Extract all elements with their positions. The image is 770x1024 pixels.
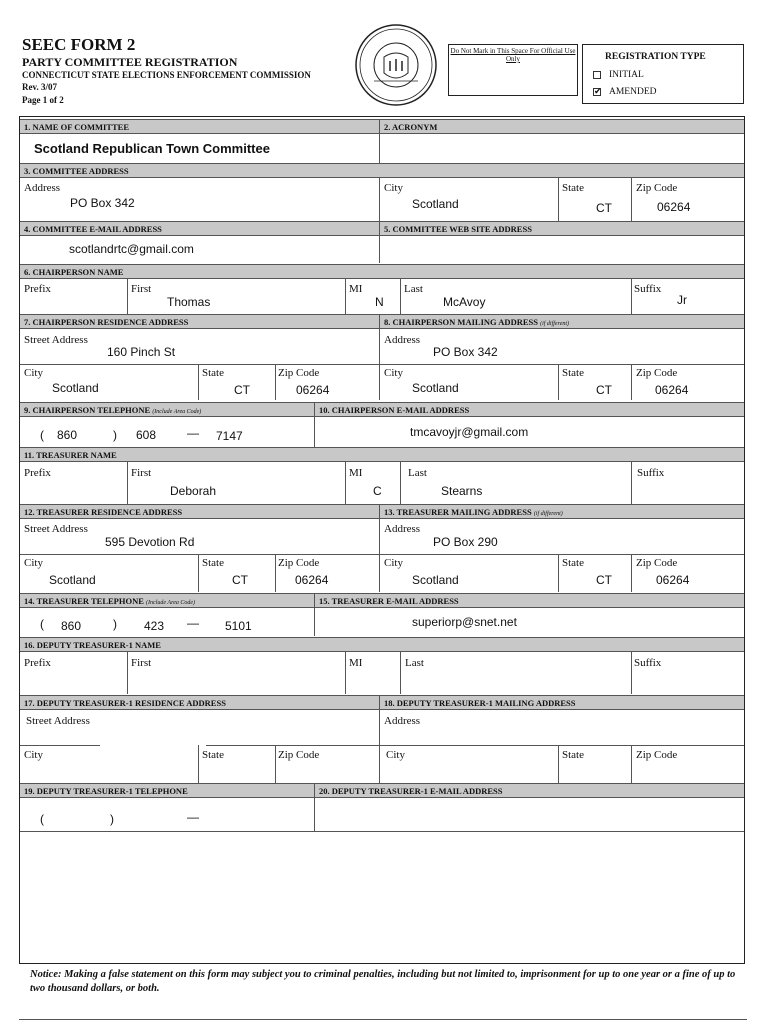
s9-open: ( bbox=[40, 428, 44, 442]
s11-prefix-label: Prefix bbox=[24, 467, 51, 479]
s12-street-label: Street Address bbox=[24, 523, 88, 535]
s14-dash: — bbox=[187, 616, 199, 630]
s19-open: ( bbox=[40, 812, 44, 826]
s3-city-label: City bbox=[384, 182, 403, 194]
section-10-header: 10. CHAIRPERSON E-MAIL ADDRESS bbox=[315, 402, 744, 417]
chair-mailing-city-value[interactable]: Scotland bbox=[412, 381, 459, 395]
chair-zip-value[interactable]: 06264 bbox=[296, 383, 330, 397]
s19-close: ) bbox=[110, 812, 114, 826]
treasurer-email-value[interactable]: superiorp@snet.net bbox=[412, 615, 517, 629]
chair-mailing-state-value[interactable]: CT bbox=[596, 383, 612, 397]
s16-last-label: Last bbox=[405, 657, 424, 669]
treasurer-mailing-state-value[interactable]: CT bbox=[596, 573, 612, 587]
committee-city-value[interactable]: Scotland bbox=[412, 197, 459, 211]
chair-city-value[interactable]: Scotland bbox=[52, 381, 99, 395]
s11-suffix-label: Suffix bbox=[637, 467, 665, 479]
s18-zip-label: Zip Code bbox=[636, 749, 678, 761]
section-3-header: 3. COMMITTEE ADDRESS bbox=[20, 163, 744, 178]
legal-notice: Notice: Making a false statement on this form may subject you to criminal penalties, including but not limited to, imprisonment for up to one year or a fine of up to two thousand dollars, or both. bbox=[30, 969, 736, 994]
committee-email-value[interactable]: scotlandrtc@gmail.com bbox=[69, 242, 194, 256]
registration-type-title: REGISTRATION TYPE bbox=[605, 52, 706, 62]
amended-checkbox[interactable]: ✔ bbox=[594, 87, 602, 97]
section-2-header: 2. ACRONYM bbox=[380, 119, 744, 134]
s6-first-label: First bbox=[131, 283, 152, 295]
s16-first-label: First bbox=[131, 657, 152, 669]
s16-suffix-label: Suffix bbox=[634, 657, 662, 669]
official-use-box bbox=[448, 44, 578, 96]
s3-zip-label: Zip Code bbox=[636, 182, 678, 194]
section-13-header bbox=[380, 504, 744, 519]
committee-name-value[interactable]: Scotland Republican Town Committee bbox=[34, 141, 270, 156]
chair-first-value[interactable]: Thomas bbox=[167, 295, 211, 309]
registration-type-box bbox=[582, 44, 744, 104]
s18-address-label: Address bbox=[384, 715, 421, 727]
official-use-text: Do Not Mark in This Space For Official Use Only bbox=[450, 47, 576, 63]
amended-label: AMENDED bbox=[609, 87, 657, 97]
treasurer-city-value[interactable]: Scotland bbox=[49, 573, 96, 587]
revision: Rev. 3/07 bbox=[22, 82, 57, 92]
s14-close: ) bbox=[113, 617, 117, 631]
s6-prefix-label: Prefix bbox=[24, 283, 51, 295]
s7-city-label: City bbox=[24, 367, 43, 379]
section-7-header: 7. CHAIRPERSON RESIDENCE ADDRESS bbox=[20, 314, 379, 329]
chair-street-value[interactable]: 160 Pinch St bbox=[107, 345, 176, 359]
initial-checkbox[interactable] bbox=[593, 71, 601, 79]
section-4-header: 4. COMMITTEE E-MAIL ADDRESS bbox=[20, 221, 379, 236]
chair-phone-line[interactable]: 7147 bbox=[216, 429, 243, 443]
section-8-header bbox=[380, 314, 744, 329]
treasurer-mi-value[interactable]: C bbox=[373, 484, 382, 498]
section-9-header bbox=[20, 402, 314, 417]
amended-option[interactable] bbox=[593, 87, 657, 97]
section-16-header: 16. DEPUTY TREASURER-1 NAME bbox=[20, 637, 744, 652]
chair-email-value[interactable]: tmcavoyjr@gmail.com bbox=[410, 425, 529, 439]
s8-city-label: City bbox=[384, 367, 403, 379]
chair-state-value[interactable]: CT bbox=[234, 383, 250, 397]
form-title: SEEC FORM 2 bbox=[22, 35, 136, 54]
s6-suffix-label: Suffix bbox=[634, 283, 662, 295]
treasurer-street-value[interactable]: 595 Devotion Rd bbox=[105, 535, 195, 549]
chair-phone-area[interactable]: 860 bbox=[57, 428, 78, 442]
section-15-header: 15. TREASURER E-MAIL ADDRESS bbox=[315, 593, 744, 608]
s3-state-label: State bbox=[562, 182, 584, 194]
initial-option[interactable] bbox=[593, 70, 644, 80]
s12-state-label: State bbox=[202, 557, 224, 569]
s7-zip-label: Zip Code bbox=[278, 367, 320, 379]
s19-dash: — bbox=[187, 810, 199, 824]
s7-street-label: Street Address bbox=[24, 334, 88, 346]
s11-mi-label: MI bbox=[349, 467, 363, 479]
treasurer-zip-value[interactable]: 06264 bbox=[295, 573, 329, 587]
chair-last-value[interactable]: McAvoy bbox=[443, 295, 486, 309]
s9-note: (Include Area Code) bbox=[152, 409, 202, 415]
s13-zip-label: Zip Code bbox=[636, 557, 678, 569]
registration-form bbox=[19, 116, 745, 964]
s12-city-label: City bbox=[24, 557, 43, 569]
footer-rule bbox=[19, 1019, 747, 1020]
treasurer-last-value[interactable]: Stearns bbox=[441, 484, 483, 498]
s6-mi-label: MI bbox=[349, 283, 363, 295]
s13-address-label: Address bbox=[384, 523, 421, 535]
s17-state-label: State bbox=[202, 749, 224, 761]
s14-note: (Include Area Code) bbox=[146, 600, 196, 606]
s16-mi-label: MI bbox=[349, 657, 363, 669]
s13-state-label: State bbox=[562, 557, 584, 569]
treasurer-state-value[interactable]: CT bbox=[232, 573, 248, 587]
s8-note: (if different) bbox=[540, 321, 570, 327]
chair-phone-prefix[interactable]: 608 bbox=[136, 428, 157, 442]
section-6-header: 6. CHAIRPERSON NAME bbox=[20, 264, 744, 279]
s8-zip-label: Zip Code bbox=[636, 367, 678, 379]
section-18-header: 18. DEPUTY TREASURER-1 MAILING ADDRESS bbox=[380, 695, 744, 710]
committee-state-value[interactable]: CT bbox=[596, 201, 612, 215]
treasurer-phone-prefix[interactable]: 423 bbox=[144, 619, 165, 633]
s8-address-label: Address bbox=[384, 334, 421, 346]
s9-dash: — bbox=[187, 426, 199, 440]
s13-note: (if different) bbox=[533, 511, 563, 517]
state-seal-icon bbox=[354, 23, 438, 107]
s3-address-label: Address bbox=[24, 182, 61, 194]
s7-state-label: State bbox=[202, 367, 224, 379]
treasurer-mailing-address-value[interactable]: PO Box 290 bbox=[433, 535, 498, 549]
s8-state-label: State bbox=[562, 367, 584, 379]
treasurer-mailing-city-value[interactable]: Scotland bbox=[412, 573, 459, 587]
s9-close: ) bbox=[113, 428, 117, 442]
s11-first-label: First bbox=[131, 467, 152, 479]
chair-suffix-value[interactable]: Jr bbox=[677, 293, 687, 307]
s9-label: 9. CHAIRPERSON TELEPHONE bbox=[24, 405, 151, 415]
chair-mailing-address-value[interactable]: PO Box 342 bbox=[433, 345, 498, 359]
s13-label: 13. TREASURER MAILING ADDRESS bbox=[384, 507, 532, 517]
section-20-header: 20. DEPUTY TREASURER-1 E-MAIL ADDRESS bbox=[315, 783, 744, 798]
treasurer-first-value[interactable]: Deborah bbox=[170, 484, 217, 498]
form-subtitle: PARTY COMMITTEE REGISTRATION bbox=[22, 55, 238, 69]
s16-prefix-label: Prefix bbox=[24, 657, 51, 669]
s6-last-label: Last bbox=[404, 283, 423, 295]
s12-zip-label: Zip Code bbox=[278, 557, 320, 569]
section-5-header: 5. COMMITTEE WEB SITE ADDRESS bbox=[380, 221, 744, 236]
page-number: Page 1 of 2 bbox=[22, 95, 64, 105]
s13-city-label: City bbox=[384, 557, 403, 569]
s18-city-label: City bbox=[386, 749, 405, 761]
committee-address-value[interactable]: PO Box 342 bbox=[70, 196, 135, 210]
chair-mailing-zip-value[interactable]: 06264 bbox=[655, 383, 689, 397]
s14-label: 14. TREASURER TELEPHONE bbox=[24, 596, 144, 606]
s17-city-label: City bbox=[24, 749, 43, 761]
committee-zip-value[interactable]: 06264 bbox=[657, 200, 691, 214]
section-1-header: 1. NAME OF COMMITTEE bbox=[20, 119, 379, 134]
s17-zip-label: Zip Code bbox=[278, 749, 320, 761]
section-12-header: 12. TREASURER RESIDENCE ADDRESS bbox=[20, 504, 379, 519]
section-14-header bbox=[20, 593, 314, 608]
initial-label: INITIAL bbox=[609, 70, 644, 80]
agency-name: CONNECTICUT STATE ELECTIONS ENFORCEMENT COMMISSION bbox=[22, 70, 311, 80]
chair-mi-value[interactable]: N bbox=[375, 295, 384, 309]
s11-last-label: Last bbox=[408, 467, 427, 479]
treasurer-phone-line[interactable]: 5101 bbox=[225, 619, 252, 633]
s18-state-label: State bbox=[562, 749, 584, 761]
s8-label: 8. CHAIRPERSON MAILING ADDRESS bbox=[384, 317, 538, 327]
section-11-header: 11. TREASURER NAME bbox=[20, 447, 744, 462]
treasurer-mailing-zip-value[interactable]: 06264 bbox=[656, 573, 690, 587]
section-19-header: 19. DEPUTY TREASURER-1 TELEPHONE bbox=[20, 783, 314, 798]
s14-open: ( bbox=[40, 617, 44, 631]
section-17-header: 17. DEPUTY TREASURER-1 RESIDENCE ADDRESS bbox=[20, 695, 379, 710]
treasurer-phone-area[interactable]: 860 bbox=[61, 619, 82, 633]
s17-street-label: Street Address bbox=[26, 715, 90, 727]
